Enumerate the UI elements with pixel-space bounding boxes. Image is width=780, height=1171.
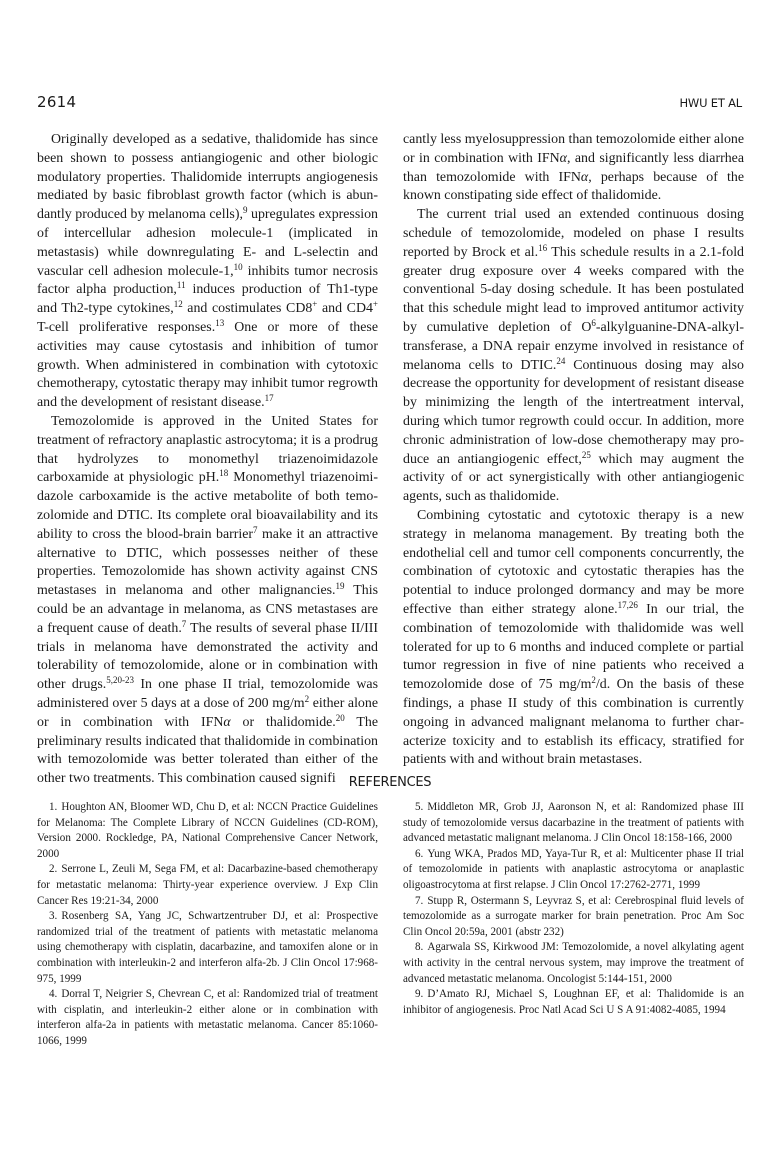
citation-superscript: 16: [538, 242, 548, 253]
running-head: HWU ET AL: [679, 96, 742, 110]
reference-number: 8.: [415, 941, 424, 954]
citation-superscript: 11: [176, 280, 186, 291]
citation-superscript: 2: [304, 693, 310, 704]
text-run: and costimulates CD8: [182, 301, 313, 317]
text-run: Continuous dosing may also decrease the opportunity for development of resistant disease by minimizing the length of the intertreatment interval, during which tumor regrowth could occur. In addition, more chronic administration of low-dose chemotherapy may produce an antiangiogenic effect,: [403, 357, 744, 467]
reference-item: [37, 800, 378, 862]
citation-superscript: 17,26: [617, 599, 638, 610]
text-run: One or more of these activities may cause cytostasis and inhibition of tumor growth. When administered in combination with cytotoxic chemotherapy, cytostatic therapy may inhibit tumor regrowth and the development of resistant disease.: [37, 319, 378, 411]
text-run: This could be an advantage in melanoma, as CNS metastases are a frequent cause of death.: [37, 583, 378, 636]
reference-item: [403, 800, 744, 847]
body-column-left: [37, 131, 378, 789]
text-run: In one phase II trial, temozolomide was administered over 5 days at a dose of 200 mg/m: [37, 677, 378, 711]
citation-superscript: 5,20-23: [106, 675, 134, 686]
text-run: The results of several phase II/III trials in melanoma have demonstrated the activity and tolerability of temozolomide, alone or in combination with other drugs.: [37, 620, 378, 693]
reference-item: [403, 940, 744, 987]
citation-superscript: 12: [173, 299, 183, 310]
reference-item: [403, 847, 744, 894]
text-run: which may augment the activity of or act synergistically with other antiangiogenic agents, such as thalidomide.: [403, 451, 744, 505]
text-run: either alone or in combination with IFN: [37, 695, 378, 730]
alpha-symbol: α: [559, 150, 567, 166]
text-run: This schedule results in a 2.1-fold greater drug exposure over 4 weeks compared with the conventional 5-day dosing schedule. It has been postulated that this schedule might lead to improved antitumor activity by cumulative depletion of O: [403, 244, 744, 335]
reference-number: 4.: [49, 988, 58, 1001]
text-run: and CD4: [317, 301, 373, 317]
text-run: , and significantly less diarrhea than temozolomide with IFN: [403, 150, 744, 185]
body-paragraph: [37, 413, 378, 789]
alpha-symbol: α: [580, 169, 589, 185]
reference-text: D’Amato RJ, Michael S, Loughnan EF, et al: Thalidomide is an inhibitor of angiogenesis. Proc Natl Acad Sci U S A 91:4082-4085, 1994: [403, 988, 744, 1016]
citation-superscript: 10: [233, 261, 243, 272]
text-run: inhibits tumor necrosis factor alpha production,: [37, 263, 378, 298]
reference-item: [37, 987, 378, 1049]
reference-text: Stupp R, Ostermann S, Leyvraz S, et al: Cerebrospinal fluid levels of temozolomide as a surrogate marker for brain penetration. Proc Am Soc Clin Oncol 20:59a, 2001 (abstr 232): [403, 894, 744, 938]
citation-superscript: 13: [215, 317, 225, 328]
citation-superscript: 19: [335, 581, 345, 592]
body-paragraph: [403, 206, 744, 507]
reference-text: Middleton MR, Grob JJ, Aaronson N, et al: Randomized phase III study of temozolomide versus dacarbazine in the treatment of patients with advanced metastatic malignant melanoma. J Clin Oncol 18:158-166, 2000: [403, 801, 744, 845]
text-run: /d. On the basis of these findings, a phase II study of this combination is currently ongoing in advanced malignant melanoma to further characterize toxicity and to establish its efficacy, stratified for patients with and without brain metastases.: [403, 677, 744, 768]
text-run: The preliminary results indicated that thalidomide in combination with temozolomide was better tolerated than either of the other two treatments. This combination caused signifi: [37, 714, 378, 787]
reference-item: [37, 909, 378, 987]
text-run: The current trial used an extended continuous dosing schedule of temozolomide, modeled on phase I results reported by Brock et al.: [403, 207, 744, 260]
reference-item: [403, 987, 744, 1018]
reference-number: 5.: [415, 801, 424, 813]
text-run: , perhaps because of the known constipating side effect of thalidomide.: [403, 169, 745, 204]
body-paragraph: [403, 507, 744, 770]
text-run: induces production of Th1-type and Th2-type cytokines,: [37, 282, 378, 317]
text-run: Combining cytostatic and cytotoxic therapy is a new strategy in melanoma management. By treating both the endothelial cell and tumor cell components concurrently, the combination of cytotoxic and cytostatic therapies has the potential to induce prolonged dormancy and may be more effective than either strategy alone.: [403, 507, 744, 617]
references-column-right: [403, 800, 744, 1018]
reference-number: 7.: [415, 894, 424, 907]
reference-item: [403, 894, 744, 941]
references-column-left: [37, 800, 378, 1050]
text-run: Originally developed as a sedative, thalidomide has since been shown to possess antiangiogenic and other biologic modulatory properties. Thalidomide interrupts angiogenesis mediated by basic fibroblast growth factor (which is abundantly produced by melanoma cells),: [37, 132, 378, 223]
citation-superscript: 9: [242, 205, 248, 216]
citation-superscript: 24: [556, 355, 566, 366]
reference-number: 2.: [49, 863, 58, 876]
text-run: -alkylguanine-DNA-alkyltransferase, a DNA repair enzyme involved in resistance of melanoma cells to DTIC.: [403, 319, 744, 373]
reference-number: 3.: [49, 910, 58, 923]
alpha-symbol: α: [223, 714, 231, 730]
reference-text: Rosenberg SA, Yang JC, Schwartzentruber DJ, et al: Prospective randomized trial of the treatment of patients with metastatic melanoma using chemotherapy with cisplatin, dacarbazine, and tamoxifen alone or in combination with interleukin-2 and interferon alfa-2b. J Clin Oncol 17:968-975, 1999: [37, 910, 378, 985]
citation-superscript: 2: [591, 675, 596, 686]
citation-superscript: +: [312, 299, 318, 310]
body-paragraph: [37, 131, 378, 413]
reference-text: Yung WKA, Prados MD, Yaya-Tur R, et al: Multicenter phase II trial of temozolomide in patients with anaplastic astrocytoma or anaplastic oligoastrocytoma at first relapse. J Clin Oncol 17:2762-2771, 1999: [403, 847, 744, 891]
citation-superscript: 18: [219, 468, 229, 479]
reference-number: 1.: [49, 801, 58, 813]
text-run: make it an attractive alternative to DTIC, which possesses neither of these properties. Temozolomide has shown activity against CNS metastases in melanoma and other malignancies.: [37, 526, 378, 599]
text-run: Monomethyl triazenoimidazole carboxamide is the active metabolite of both temozolomide and DTIC. Its complete oral bioavailability and its ability to cross the blood-brain barrier: [37, 470, 378, 542]
reference-number: 9.: [415, 988, 424, 1001]
text-run: cantly less myelosuppression than temozolomide either alone or in combination with IFN: [403, 132, 745, 166]
text-run: Temozolomide is approved in the United States for treatment of refractory anaplastic astrocytoma; it is a prodrug that hydrolyzes to monomethyl triazenoimidazole carboxamide at physiologic pH.: [37, 413, 378, 486]
reference-number: 6.: [415, 847, 424, 860]
reference-text: Houghton AN, Bloomer WD, Chu D, et al: NCCN Practice Guidelines for Melanoma: The Complete Library of NCCN Guidelines (CD-ROM), Version 2000. Rockledge, PA, National Comprehensive Cancer Network, 2000: [37, 801, 378, 860]
citation-superscript: 17: [264, 393, 274, 404]
citation-superscript: 7: [253, 524, 258, 535]
references-heading: REFERENCES: [348, 775, 432, 790]
citation-superscript: 25: [581, 449, 591, 460]
text-run: In our trial, the combination of temozolomide with thalidomide was well tolerated for up to 6 months and induced complete or partial tumor regression in five of nine patients who received a temozolomide dose of 75 mg/m: [403, 601, 745, 693]
reference-item: [37, 862, 378, 909]
text-run: upregulates expression of intercellular adhesion molecule-1 (implicated in metastasis) while downregulating E- and L-selectin and vascular cell adhesion molecule-1,: [37, 207, 378, 279]
page-number: 2614: [37, 93, 77, 111]
citation-superscript: +: [372, 299, 378, 310]
reference-text: Agarwala SS, Kirkwood JM: Temozolomide, a novel alkylating agent with activity in the central nervous system, may improve the treatment of advanced metastatic melanoma. Oncologist 5:144-151, 2000: [403, 941, 744, 985]
citation-superscript: 20: [335, 712, 345, 723]
body-column-right: [403, 131, 744, 770]
text-run: or thalidomide.: [230, 714, 336, 730]
reference-text: Dorral T, Neigrier S, Chevrean C, et al: Randomized trial of treatment with cisplatin, and interleukin-2 either alone or in combination with interferon alfa-2a in patients with metastatic melanoma. Cancer 85:1060-1066, 1999: [37, 988, 378, 1047]
body-paragraph: [403, 131, 744, 206]
reference-text: Serrone L, Zeuli M, Sega FM, et al: Dacarbazine-based chemotherapy for metastatic melanoma: Thirty-year experience overview. J Exp Clin Cancer Res 19:21-34, 2000: [37, 863, 378, 907]
citation-superscript: 7: [181, 618, 187, 629]
citation-superscript: 6: [591, 317, 596, 328]
text-run: T-cell proliferative responses.: [37, 319, 216, 335]
